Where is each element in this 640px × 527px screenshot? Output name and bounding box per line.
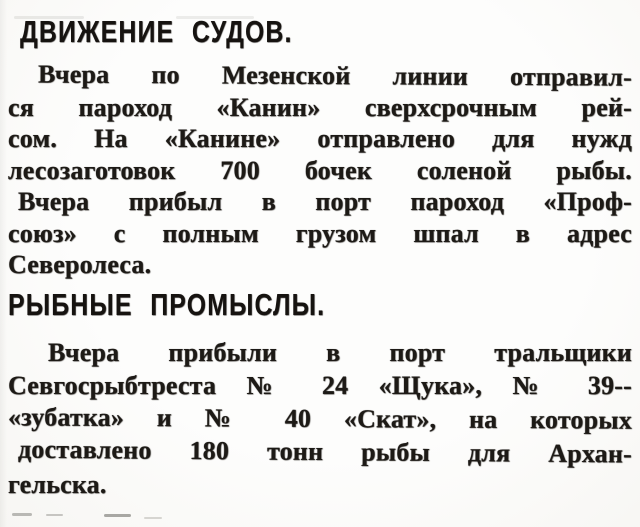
text-line: Вчера прибыл в порт пароход «Проф- (18, 187, 632, 216)
text-line: Севгосрыбтреста № 24 «Щука», № 39-- (8, 370, 632, 400)
text-line: гельска. (8, 469, 107, 499)
text-line: доставлено 180 тонн рыбы для Архан- (17, 434, 633, 468)
scan-mark-dash (12, 513, 32, 516)
text-line: Северолеса. (8, 250, 152, 279)
scan-mark-dash (144, 517, 162, 519)
article-body-ship-movements (8, 60, 632, 281)
article-body-fisheries (8, 336, 632, 501)
text-line: лесозаготовок 700 бочек соленой рыбы. (8, 155, 632, 185)
text-line: союз» с полным грузом шпал в адрес (8, 218, 632, 248)
scan-mark-dash (104, 514, 131, 517)
text-line: сом. На «Канине» отправлено для нужд (8, 124, 632, 153)
text-line: «зубатка» и № 40 «Скат», на которых (7, 401, 633, 435)
text-line: ся пароход «Канин» сверхсрочным рей- (8, 92, 632, 122)
scan-mark-dash (46, 514, 63, 516)
article-headline-fisheries: РЫБНЫЕ ПРОМЫСЛЫ. (8, 286, 326, 322)
article-headline-ship-movements: ДВИЖЕНИЕ СУДОВ. (20, 14, 293, 49)
text-line: Вчера прибыли в порт тральщики (48, 337, 632, 367)
text-line: Вчера по Мезенской линии отправил- (37, 59, 633, 92)
